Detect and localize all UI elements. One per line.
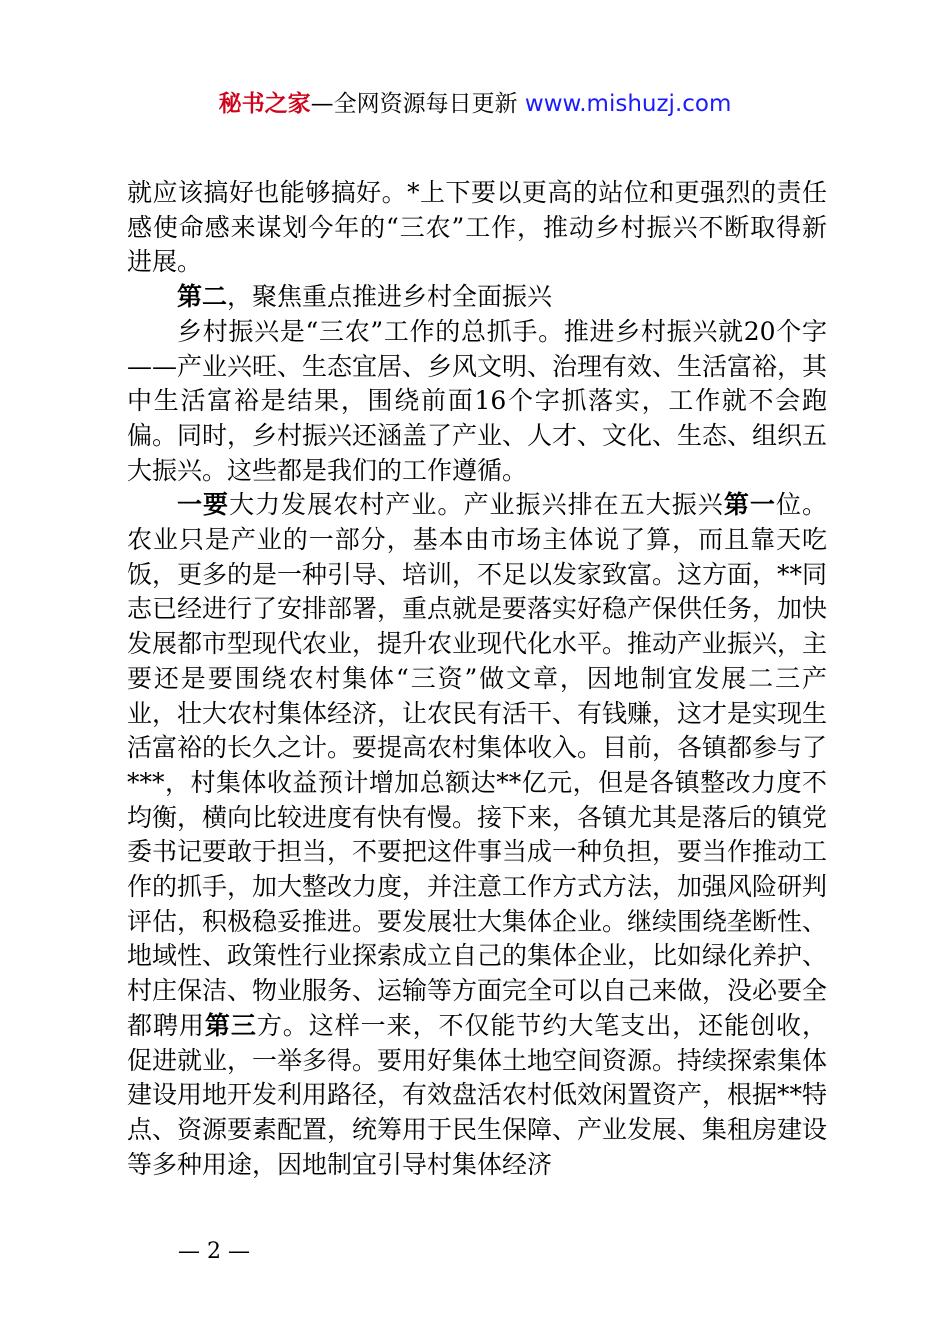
- paragraph-text-2: 位。农业只是产业的一部分，基本由市场主体说了算，而且靠天吃饭，更多的是一种引导、培训，不足以发家致富。这方面，**同志已经进行了安排部署，重点就是要落实好稳产保供任务，加快发展都市型现代农业，提升农业现代化水平。推动产业振兴，主要还是要围绕农村集体“三资”做文章，因地制宜发展二三产业，壮大农村集体经济，让农民有活干、有钱赚，这才是实现生活富裕的长久之计。要提高农村集体收入。目前，各镇都参与了***，村集体收益预计增加总额达**亿元，但是各镇整改力度不均衡，横向比较进度有快有慢。接下来，各镇尤其是落后的镇党委书记要敢于担当，不要把这件事当成一种负担，要当作推动工作的抓手，加大整改力度，并注意工作方式方法，加强风险研判评估，积极稳妥推进。要发展壮大集体企业。继续围绕垄断性、地域性、政策性行业探索成立自己的集体企业，比如绿化养护、村庄保洁、物业服务、运输等方面完全可以自己来做，没必要全都聘用: [127, 490, 828, 1040]
- header-tagline: —全网资源每日更新: [310, 91, 525, 117]
- paragraph-text-1: 大力发展农村产业。产业振兴排在五大振兴: [229, 490, 724, 520]
- emphasis-first: 第一: [723, 490, 776, 520]
- emphasis-third: 第三: [204, 1010, 257, 1040]
- paragraph-intro: 乡村振兴是“三农”工作的总抓手。推进乡村振兴就20个字——产业兴旺、生态宜居、乡风文明、治理有效、生活富裕，其中生活富裕是结果，围绕前面16个字抓落实，工作就不会跑偏。同时，乡村振兴还涵盖了产业、人才、文化、生态、组织五大振兴。这些都是我们的工作遵循。: [127, 316, 828, 485]
- section-title: ，聚焦重点推进乡村全面振兴: [227, 282, 553, 312]
- paragraph-industry: [127, 488, 827, 1182]
- section-number: 第二: [177, 282, 228, 312]
- page-number: — 2 —: [178, 1239, 250, 1264]
- section-heading: [127, 280, 827, 315]
- brand-name: 秘书之家: [218, 91, 311, 117]
- document-body: [127, 176, 827, 1182]
- page-header: [0, 88, 950, 120]
- point-label: 一要: [177, 490, 230, 520]
- website-link[interactable]: www.mishuzj.com: [524, 91, 732, 117]
- paragraph-text-3: 方。这样一来，不仅能节约大笔支出，还能创收，促进就业，一举多得。要用好集体土地空间资源。持续探索集体建设用地开发利用路径，有效盘活农村低效闲置资产，根据**特点、资源要素配置，统筹用于民生保障、产业发展、集租房建设等多种用途，因地制宜引导村集体经济: [127, 1010, 828, 1179]
- paragraph-continuation: 就应该搞好也能够搞好。*上下要以更高的站位和更强烈的责任感使命感来谋划今年的“三农”工作，推动乡村振兴不断取得新进展。: [127, 178, 827, 277]
